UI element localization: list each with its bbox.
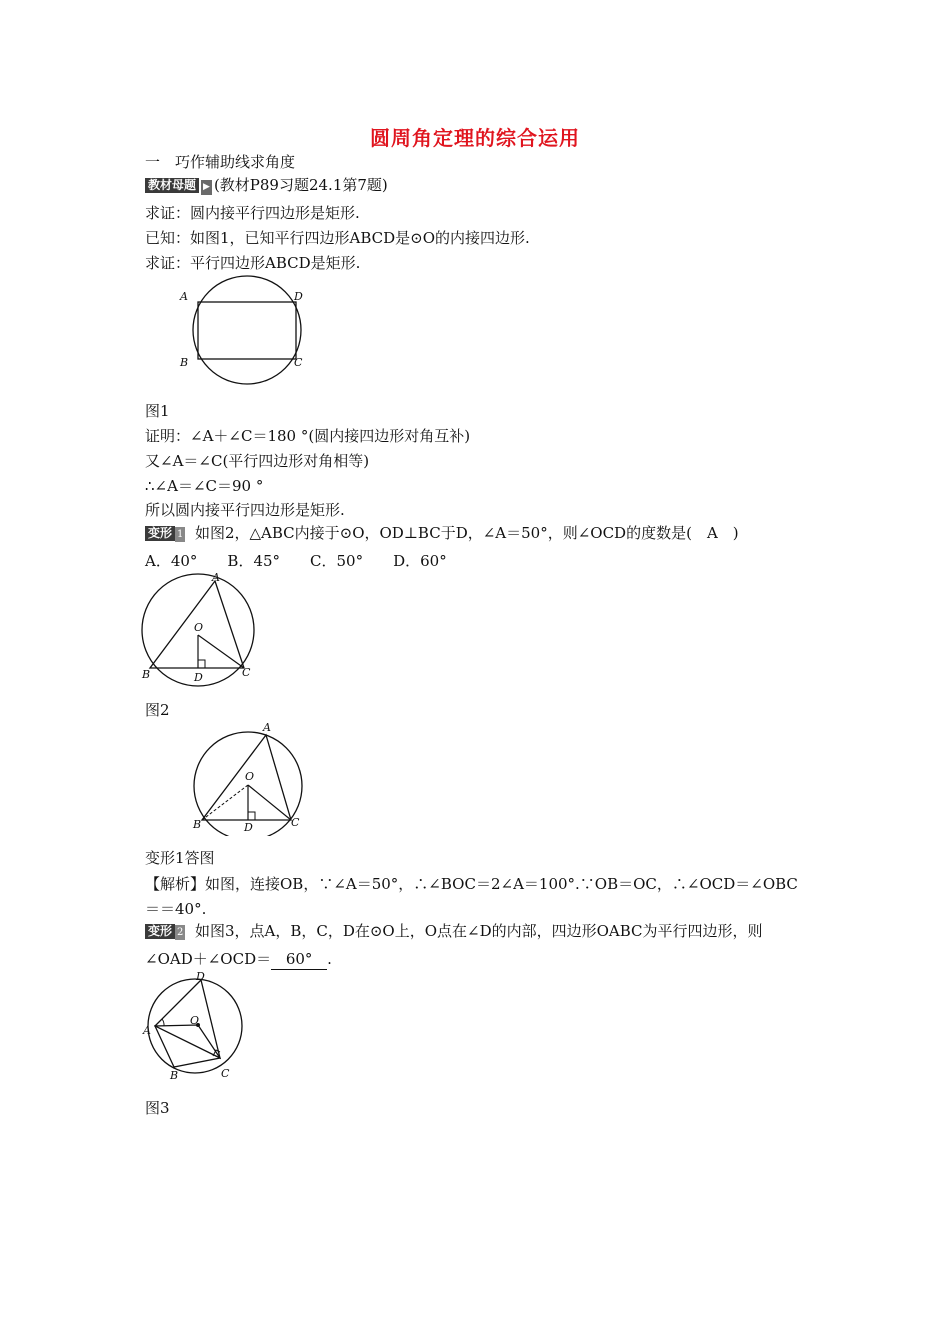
fig1-rectangle <box>198 302 296 359</box>
variant2-question-text: 如图3，点A，B，C，D在⊙O上，O点在∠D的内部，四边形OABC为平行四边形，则 <box>194 922 763 940</box>
ans-fig-label-o: O <box>245 770 255 783</box>
fig1-label-d: D <box>294 290 303 303</box>
prove-statement: 求证：圆内接平行四边形是矩形. <box>145 204 360 222</box>
variant1-question-text: 如图2，△ABC内接于⊙O，OD⊥BC于D，∠A＝50°，则∠OCD的度数是( A ) <box>194 524 739 542</box>
fig2-label-b: B <box>142 668 151 681</box>
fig2-caption: 图2 <box>145 701 170 719</box>
fig2-label-a: A <box>212 571 220 584</box>
fig3-label-d: D <box>196 970 205 983</box>
variant1-question <box>145 523 739 543</box>
proof-line-4: 所以圆内接平行四边形是矩形. <box>145 501 345 519</box>
ans-fig-oc-segment <box>248 785 291 820</box>
fig3-caption: 图3 <box>145 1099 170 1117</box>
analysis-line-1: 【解析】如图，连接OB，∵∠A＝50°，∴∠BOC＝2∠A＝100°.∵OB＝OC，∴∠OCD＝∠OBC <box>145 875 798 893</box>
ans-fig-label-a: A <box>263 721 271 734</box>
proof-line-3: ∴∠A＝∠C＝90 ° <box>145 477 264 495</box>
textbook-reference-line <box>145 175 388 195</box>
ans-fig-label-c: C <box>291 816 300 829</box>
figure-3 <box>140 968 250 1083</box>
proof-line-2: 又∠A＝∠C(平行四边形对角相等) <box>145 452 370 470</box>
fig1-circle <box>193 276 301 384</box>
variant1-answer-figure <box>188 718 313 836</box>
section-heading: 一 巧作辅助线求角度 <box>145 153 296 171</box>
ans-fig-label-b: B <box>193 818 202 831</box>
fig1-label-c: C <box>294 356 303 369</box>
variant2-suffix: . <box>327 950 332 968</box>
given-statement: 已知：如图1，已知平行四边形ABCD是⊙O的内接四边形. <box>145 229 530 247</box>
proof-line-1: 证明：∠A＋∠C＝180 °(圆内接四边形对角互补) <box>145 427 471 445</box>
fig3-label-a: A <box>143 1024 151 1037</box>
fig2-label-o: O <box>194 621 204 634</box>
variant2-question-line2 <box>145 949 332 970</box>
fig3-label-o: O <box>190 1014 200 1027</box>
fig1-caption: 图1 <box>145 402 170 420</box>
variant1-badge-num: 1 <box>177 529 184 540</box>
textbook-ref: (教材P89习题24.1第7题) <box>213 176 388 194</box>
variant1-badge: 变形 <box>145 526 175 541</box>
figure-1 <box>172 275 312 390</box>
analysis-line-2: ＝＝40°. <box>145 900 207 918</box>
variant1-options: A．40° B．45° C．50° D．60° <box>145 552 447 570</box>
fig3-angle-arc-a <box>162 1019 164 1026</box>
fig3-label-b: B <box>170 1069 179 1082</box>
fig1-label-a: A <box>180 290 188 303</box>
fig2-label-c: C <box>242 666 251 679</box>
ans-fig-right-angle <box>248 812 255 820</box>
ans-fig-label-d: D <box>244 821 253 834</box>
figure-2 <box>138 570 268 690</box>
answer-fig-caption: 变形1答图 <box>145 849 215 867</box>
textbook-badge: 教材母题 <box>145 178 199 193</box>
variant2-prefix: ∠OAD＋∠OCD＝ <box>145 950 272 968</box>
fig2-right-angle <box>198 660 205 668</box>
variant2-question <box>145 921 763 941</box>
play-arrow-icon: ▶ <box>201 180 212 195</box>
fig3-label-c: C <box>221 1067 230 1080</box>
fig2-label-d: D <box>194 671 203 684</box>
variant2-badge: 变形 <box>145 924 175 939</box>
variant2-answer-blank: 60° <box>271 949 327 970</box>
prove-detail: 求证：平行四边形ABCD是矩形. <box>145 254 361 272</box>
fig1-label-b: B <box>180 356 189 369</box>
page-title: 圆周角定理的综合运用 <box>370 126 580 150</box>
variant2-badge-num: 2 <box>177 927 184 938</box>
